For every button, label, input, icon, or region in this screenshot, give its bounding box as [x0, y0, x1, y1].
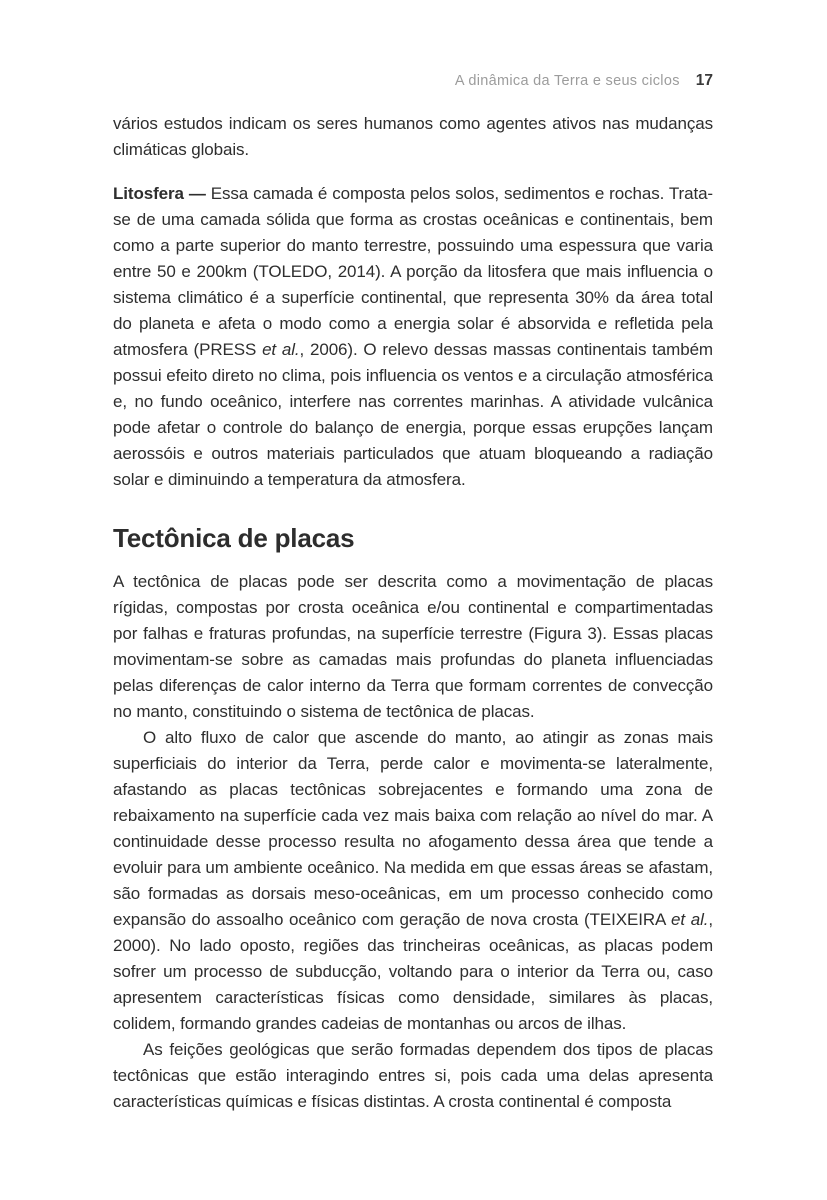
paragraph-litosfera-text-2: , 2006). O relevo dessas massas continentais também possui efeito direto no clima, pois influencia os ventos e a circulação atmosférica e, no fundo oceânico, interfere nas correntes marinhas. A atividade vulcânica pode afetar o controle do balanço de energia, porque essas erupções lançam aerossóis e outros materiais particulados que atuam bloqueando a radiação solar e diminuindo a temperatura da atmosfera. — [113, 340, 713, 489]
paragraph-fluxo-calor — [113, 725, 713, 1037]
paragraph-litosfera — [113, 181, 713, 493]
citation-etal-press: et al. — [262, 340, 300, 359]
paragraph-fluxo-text-2: , 2000). No lado oposto, regiões das trincheiras oceânicas, as placas podem sofrer um processo de subducção, voltando para o interior da Terra ou, caso apresentem características físicas como densidade, similares às placas, colidem, formando grandes cadeias de montanhas ou arcos de ilhas. — [113, 910, 713, 1033]
paragraph-feicoes-text: As feições geológicas que serão formadas dependem dos tipos de placas tectônicas que estão interagindo entres si, pois cada uma delas apresenta características químicas e físicas distintas. A crosta continental é composta — [113, 1040, 713, 1111]
paragraph-feicoes — [113, 1037, 713, 1115]
citation-etal-teixeira: et al. — [671, 910, 709, 929]
paragraph-intro-text: vários estudos indicam os seres humanos como agentes ativos nas mudanças climáticas globais. — [113, 114, 713, 159]
running-header — [455, 72, 713, 90]
paragraph-fluxo-text-1: O alto fluxo de calor que ascende do manto, ao atingir as zonas mais superficiais do interior da Terra, perde calor e movimenta-se lateralmente, afastando as placas tectônicas sobrejacentes e formando uma zona de rebaixamento na superfície cada vez mais baixa com relação ao nível do mar. A continuidade desse processo resulta no afogamento dessa área que tende a evoluir para um ambiente oceânico. Na medida em que essas áreas se afastam, são formadas as dorsais meso-oceânicas, em um processo conhecido como expansão do assoalho oceânico com geração de nova crosta (TEIXEIRA — [113, 728, 713, 929]
running-head-title: A dinâmica da Terra e seus ciclos — [454, 73, 680, 89]
paragraph-intro — [113, 111, 713, 163]
paragraph-tectonica-text: A tectônica de placas pode ser descrita como a movimentação de placas rígidas, compostas por crosta oceânica e/ou continental e compartimentadas por falhas e fraturas profundas, na superfície terrestre (Figura 3). Essas placas movimentam-se sobre as camadas mais profundas do planeta influenciadas pelas diferenças de calor interno da Terra que formam correntes de convecção no manto, constituindo o sistema de tectônica de placas. — [113, 572, 713, 721]
paragraph-tectonica — [113, 569, 713, 725]
page-content — [113, 111, 713, 1115]
term-litosfera: Litosfera — — [113, 184, 206, 203]
page-number: 17 — [695, 72, 713, 89]
section-heading-tectonica: Tectônica de placas — [113, 523, 355, 553]
paragraph-litosfera-text-1: Essa camada é composta pelos solos, sedimentos e rochas. Trata-se de uma camada sólida que forma as crostas oceânicas e continentais, bem como a parte superior do manto terrestre, possuindo uma espessura que varia entre 50 e 200km (TOLEDO, 2014). A porção da litosfera que mais influencia o sistema climático é a superfície continental, que representa 30% da área total do planeta e afeta o modo como a energia solar é absorvida e refletida pela atmosfera (PRESS — [113, 184, 713, 359]
